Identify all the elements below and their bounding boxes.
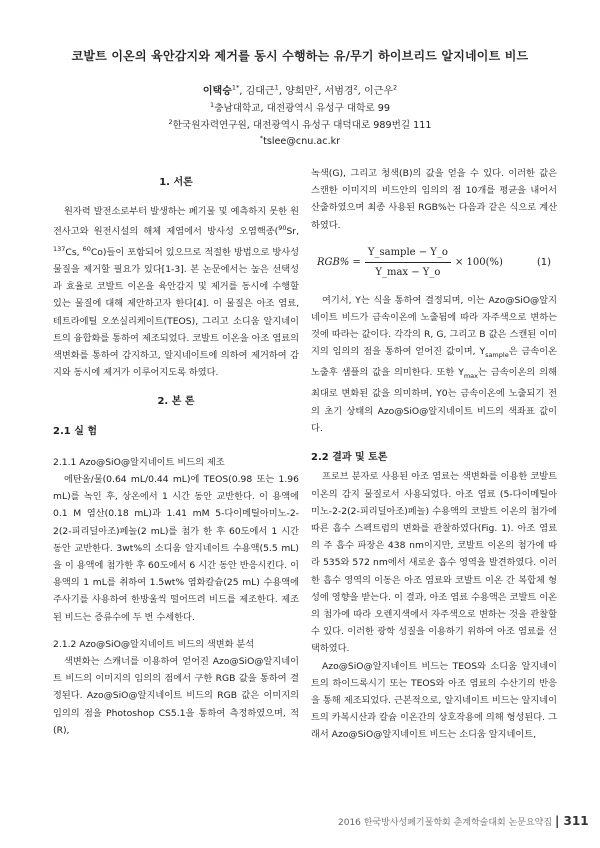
section-heading-body: 2. 본 론: [157, 396, 195, 408]
author-list: 이택승$^{1*}$, 김대근$^1$, 양희만$^2$, 서범경$^2$, 이근우$^2$: [202, 83, 398, 97]
intro-text: Cs,: [65, 246, 83, 258]
left-column: [53, 174, 299, 739]
equation-lhs: RGB% =: [316, 257, 361, 269]
where-text: 은 금속이온 노출후 샘플의 값을 의미한다. 또한 Y: [311, 346, 557, 379]
subscript: sample: [485, 351, 509, 360]
intro-text: Co)들이 포함되어 있으므로 적절한 방법으로 방사성 물질을 제거할 필요가 있다[1-3]. 본 논문에서는 높은 선택성과 효율로 코발트 이온을 육안감지 및 제거를 동시에 수행할 있는 물질에 대해 제안하고자 한다[4]. 이 물질은 아조 염료, 테트라에틸 오쏘실리케이트(TEOS), 그리고 소디움 알지네이트의 융합화를 통하여 제조되었다. 코발트 이온을 아조 염료의 색변화를 통하여 감지하고, 알지네이트에 의하여 제거하여 감지와 동시에 제거가 이루어지도록 하였다.: [53, 246, 299, 379]
author-mark: 2: [353, 83, 358, 92]
page-number: | 311: [554, 814, 589, 828]
subscript: max: [463, 372, 478, 381]
subsection-heading-results: 2.2 결과 및 토론: [311, 452, 388, 464]
intro-paragraph: [53, 203, 299, 381]
email-mark: *: [259, 134, 264, 142]
equation-number: (1): [536, 257, 552, 269]
author-mark: 2: [314, 83, 319, 92]
where-text: 여기서, Y는 식을 통하여 결정되며, 이는 Azo@SiO@알지네이트 비드가 금속이온에 노출됨에 따라 자주색으로 변하는 것에 따라는 값이다. 각각의 R, G, 그리고 B 값은 스캔된 이미지의 임의의 점을 통하여 얻어진 값이며, Y: [311, 294, 557, 358]
affiliation-text: 충남대학교, 대전광역시 유성구 대학로 99: [214, 103, 390, 114]
equation-denominator: Y_max − Y_o: [375, 267, 441, 279]
paper-title: 코발트 이온의 육안감지와 제거를 동시 수행하는 유/무기 하이브리드 알지네이트 비드: [71, 49, 529, 63]
subsection-heading-experiment: 2.1 실 험: [53, 425, 97, 437]
section-heading-introduction: 1. 서론: [159, 177, 193, 188]
where-text: 는 금속이온의 의해 최대로 변화된 값을 의미하며, Y0는 금속이온에 노출되기 전의 초기 상태의 Azo@SiO@알지네이트 비드의 색좌표 값이다.: [311, 367, 557, 434]
right-column: [311, 165, 557, 744]
intro-text: Sr,: [286, 226, 299, 238]
equation-fraction: [365, 244, 451, 281]
preparation-paragraph: 에탄올/물(0.64 mL/0.44 mL)에 TEOS(0.98 또는 1.96 mL)를 녹인 후, 상온에서 1 시간 동안 교반한다. 이 용액에 0.1 M 염산(0.18 mL)과 1.41 mM 5-다이메틸아미노-2-2(2-피리딜아조)페놀(2 mL)를 첨가 한 후 60도에서 1 시간 동안 교반한다. 3wt%의 소디움 알지네이트 수용액(5.5 mL)을 이 용액에 첨가한 후 60도에서 6 시간 동안 반응시킨다. 이 용액의 1 mL를 취하여 1.5wt% 염화칼슘(25 mL) 수용액에 주사기를 사용하여 한방울씩 떨어뜨려 비드를 제조한다. 제조된 비드는 증류수에 두 번 수세한다.: [53, 473, 299, 623]
color-analysis-paragraph: 색변화는 스캐너를 이용하여 얻어진 Azo@SiO@알지네이트 비드의 이미지의 임의의 점에서 구한 RGB 값을 통하여 결정된다. Azo@SiO@알지네이트 비드의 RGB 값은 이미지의 임의의 점을 Photoshop CS5.1을 통하여 측정하였으며, 적(R),: [53, 656, 299, 736]
author-name: 양희만: [285, 86, 315, 97]
page-footer: [338, 814, 589, 828]
isotope-mass: 60: [82, 244, 91, 253]
equation-numerator: Y_sample − Y_o: [365, 244, 451, 263]
author-mark: 1: [274, 83, 279, 92]
subsubsection-heading-color-analysis: 2.1.2 Azo@SiO@알지네이트 비드의 색변화 분석: [53, 638, 255, 650]
author-name: 이근우: [364, 86, 394, 97]
where-paragraph: [311, 292, 557, 437]
results-paragraph-2: Azo@SiO@알지네이트 비드는 TEOS와 소디움 알지네이트의 하이드록시기 또는 TEOS와 아조 염료의 수산기의 반응을 통해 제조되었다. 근본적으로, 알지네이트 비드는 알지네이트의 카복시산과 칼슘 이온간의 상호작용에 의해 형성된다. 그래서 Azo@SiO@알지네이트 비드는 소디움 알지네이트,: [311, 660, 557, 741]
author-name: 서범경: [324, 86, 354, 97]
affiliation-mark: 2: [168, 117, 173, 126]
proceedings-name: 2016 한국방사성폐기물학회 춘계학술대회 논문요약집: [338, 818, 553, 828]
rgb-percent-equation: [311, 234, 557, 292]
affiliation: [0, 117, 600, 131]
equation-rhs: × 100(%): [454, 257, 503, 269]
affiliation-mark: 1: [210, 100, 215, 109]
affiliation: [0, 100, 600, 114]
author-mark: 1*: [231, 83, 240, 92]
results-paragraph-1: 프로브 분자로 사용된 아조 염료는 색변화를 이용한 코발트 이온의 감지 물질로서 사용되었다. 아조 염료 (5-다이메틸아미노-2-2(2-피리딜아조)페놀) 수용액의 코발트 이온의 첨가에 따른 흡수 스펙트럼의 변화를 관찰하였다(Fig. 1). 아조 염료의 주 흡수 파장은 438 nm이지만, 코발트 이온의 첨가에 따라 535와 572 nm에서 새로운 흡수 영역을 발견하였다. 이러한 흡수 영역의 이동은 아조 염료와 코발트 이온 간 복합체 형성에 영향을 받는다. 이 결과, 아조 염료 수용액은 코발트 이온의 첨가에 따라 오렌지색에서 자주색으로 변하는 것을 관찰할 수 있다. 이러한 광학 성질을 이용하기 위하여 아조 염료를 선택하였다.: [311, 471, 557, 655]
intro-text: 원자력 발전소로부터 발생하는 폐기물 및 예측하지 못한 원전사고와 원전시설의 해체 제염에서 방사성 오염핵종(: [53, 206, 299, 238]
author-name: 김대근: [245, 86, 275, 97]
email-line: [0, 134, 600, 147]
subsubsection-heading-preparation: 2.1.1 Azo@SiO@알지네이트 비드의 제조: [53, 456, 225, 468]
email-address[interactable]: tslee@cnu.ac.kr: [263, 136, 341, 148]
isotope-mass: 90: [278, 224, 287, 233]
isotope-mass: 137: [53, 244, 66, 253]
continued-paragraph: 녹색(G), 그리고 청색(B)의 값을 얻을 수 있다. 이러한 값은 스캔한 이미지의 비드안의 임의의 점 10개를 평균을 내어서 산출하였으며 최종 사용된 RGB%는 다음과 같은 식으로 계산하였다.: [311, 168, 557, 231]
affiliation-text: 한국원자력연구원, 대전광역시 유성구 대덕대로 989번길 111: [172, 120, 432, 131]
author-name: 이택승: [202, 86, 232, 97]
author-mark: 2: [393, 83, 398, 92]
page-number-value: 311: [563, 814, 589, 828]
